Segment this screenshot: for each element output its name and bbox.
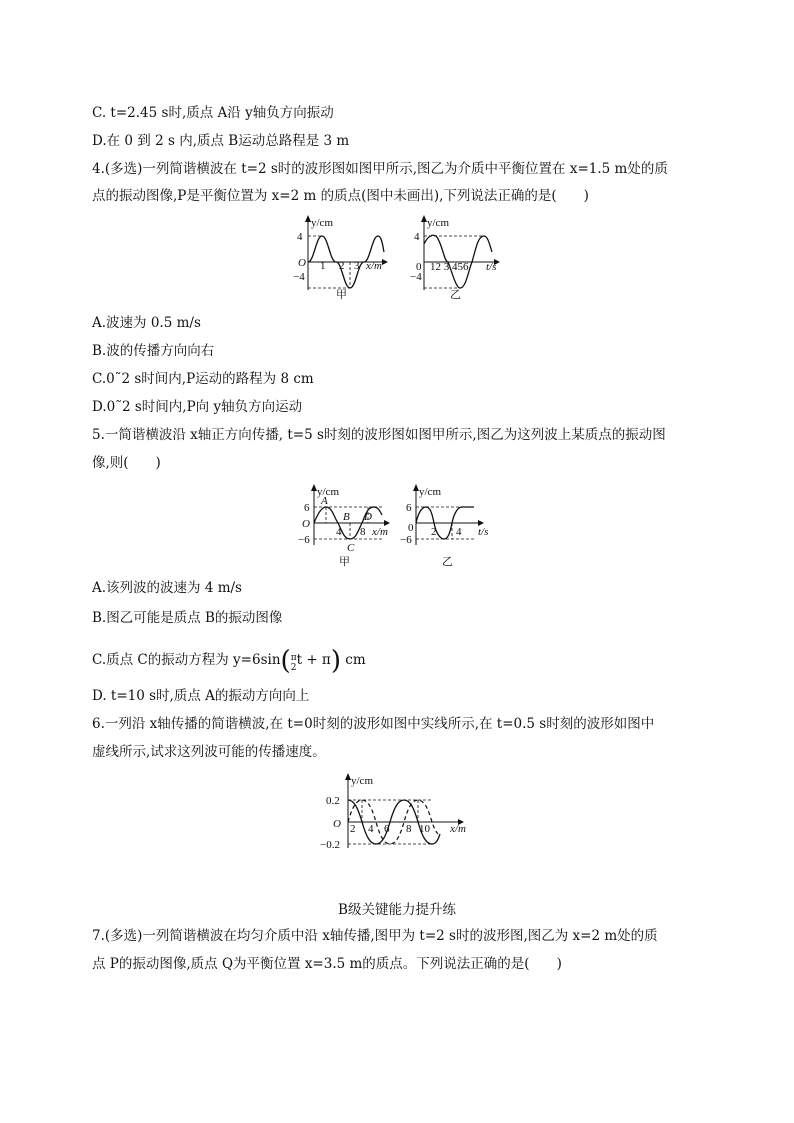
q4a-tick: 2 (339, 260, 345, 272)
q5a-point-b: B (343, 511, 350, 523)
q5a-pos: 6 (304, 502, 310, 514)
q5b-pos: 6 (406, 502, 412, 514)
q5a-origin: O (302, 518, 310, 530)
q5a-caption: 甲 (339, 555, 350, 568)
q7-stem-line2: 点 P的振动图像,质点 Q为平衡位置 x=3.5 m的质点。下列说法正确的是( ) (92, 956, 562, 972)
q5-stem-line2: 像,则( ) (92, 455, 161, 471)
q5-stem-line1: 5.一简谐横波沿 x轴正方向传播, t=5 s时刻的波形图如图甲所示,图乙为这列波上某质点的振动图 (92, 427, 666, 443)
q4-option-a: A.波速为 0.5 m/s (92, 315, 201, 331)
q4b-caption: 乙 (450, 288, 461, 301)
q4b-ylabel: y/cm (427, 217, 449, 229)
q5-option-c-paren-close: ) (330, 646, 341, 676)
q5-option-c (92, 646, 366, 676)
q6-xlabel: x/m (450, 823, 466, 835)
q4-option-b: B.波的传播方向向右 (92, 343, 215, 359)
q6-origin: O (333, 818, 341, 830)
q3-option-d: D.在 0 到 2 s 内,质点 B运动总路程是 3 m (92, 133, 350, 149)
q6-tick: 8 (406, 823, 412, 835)
q5a-xlabel: x/m (372, 526, 388, 538)
q5-option-c-unit: cm (345, 652, 366, 668)
q5a-point-d: D (364, 511, 372, 523)
q5a-tick: 8 (360, 526, 366, 538)
q6-ylabel: y/cm (351, 775, 373, 787)
q4a-origin: O (298, 257, 306, 269)
q4-figure-jia (290, 212, 400, 302)
q4a-ylabel: y/cm (311, 217, 333, 229)
q6-pos: 0.2 (326, 795, 340, 807)
q5-option-b: B.图乙可能是质点 B的振动图像 (92, 610, 283, 626)
q4-stem-line1: 4.(多选)一列简谐横波在 t=2 s时的波形图如图甲所示,图乙为介质中平衡位置在 x=1.5 m处的质 (92, 161, 668, 177)
q4a-tick: 3 (354, 260, 360, 272)
q4a-caption: 甲 (336, 288, 347, 301)
q6-neg: −0.2 (320, 839, 340, 851)
q6-stem-line2: 虚线所示,试求这列波可能的传播速度。 (92, 744, 326, 760)
q4b-xlabel: t/s (486, 261, 497, 273)
q4-stem-line2: 点的振动图像,P是平衡位置为 x=2 m 的质点(图中未画出),下列说法正确的是( ) (92, 188, 589, 204)
q4-figure-yi (410, 212, 520, 302)
q5b-ylabel: y/cm (419, 486, 441, 498)
q5b-tick: 2 (431, 526, 437, 538)
q4a-tick: 1 (320, 260, 326, 272)
q5-option-c-frac-den: 2 (290, 663, 297, 673)
q6-tick: 10 (419, 823, 430, 835)
q7-stem-line1: 7.(多选)一列简谐横波在均匀介质中沿 x轴传播,图甲为 t=2 s时的波形图,图乙为 x=2 m处的质 (92, 928, 658, 944)
q4-option-d: D.0˜2 s时间内,P向 y轴负方向运动 (92, 399, 303, 415)
q5-figure-yi (398, 483, 508, 573)
q5-option-a: A.该列波的波速为 4 m/s (92, 580, 242, 596)
q5b-tick: 4 (456, 526, 462, 538)
q5-figure-jia (296, 483, 406, 573)
q5-option-c-paren-open: ( (280, 646, 291, 676)
q5b-origin: 0 (408, 522, 414, 534)
q3-option-c: C. t=2.45 s时,质点 A沿 y轴负方向振动 (92, 105, 334, 121)
q5a-tick: 4 (336, 526, 342, 538)
q5b-xlabel: t/s (478, 526, 489, 538)
q6-tick: 4 (368, 823, 374, 835)
q4a-pos: 4 (297, 231, 303, 243)
q4b-origin: 0 (416, 261, 422, 273)
q5a-point-a: A (321, 495, 328, 507)
q6-tick: 6 (384, 823, 390, 835)
q5a-neg: −6 (298, 534, 310, 546)
q5-option-d: D. t=10 s时,质点 A的振动方向向上 (92, 688, 310, 704)
q5b-caption: 乙 (442, 555, 453, 568)
q5-option-c-text: C.质点 C的振动方程为 y=6sin (92, 652, 281, 668)
q6-figure (318, 772, 488, 852)
q4a-xlabel: x/m (366, 260, 382, 272)
q5-option-c-frac-num: π (290, 653, 297, 663)
q5b-neg: −6 (400, 534, 412, 546)
section-heading: B级关键能力提升练 (338, 902, 456, 918)
q4-option-c: C.0˜2 s时间内,P运动的路程为 8 cm (92, 371, 314, 387)
q5a-ylabel: y/cm (317, 486, 339, 498)
q4b-pos: 4 (414, 231, 420, 243)
q4b-ticks: 12 3 456 (430, 261, 469, 273)
q5-option-c-arg: t + π (296, 652, 331, 668)
q6-stem-line1: 6.一列沿 x轴传播的简谐横波,在 t=0时刻的波形如图中实线所示,在 t=0.5 s时刻的波形如图中 (92, 716, 655, 732)
q5a-point-c: C (347, 542, 355, 554)
q4b-neg: −4 (410, 271, 422, 283)
q4a-neg: −4 (293, 271, 305, 283)
q6-tick: 2 (350, 823, 356, 835)
